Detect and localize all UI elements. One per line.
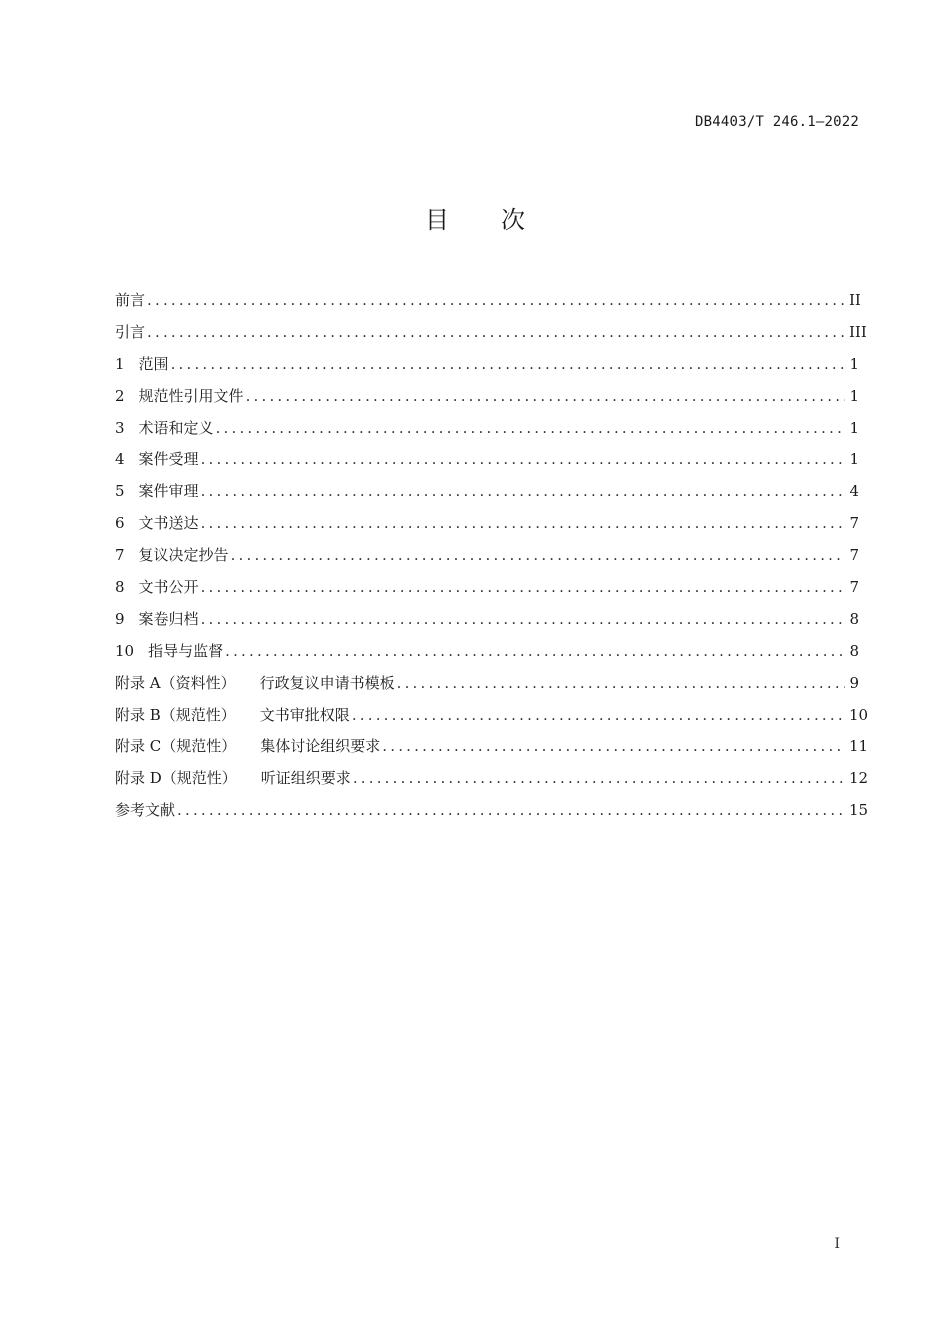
- toc-entry[interactable]: [115, 444, 859, 476]
- toc-entry-page: 9: [849, 673, 859, 692]
- toc-entry-page: 10: [849, 705, 869, 724]
- toc-entry-page: 12: [849, 769, 869, 788]
- toc-entry-number: 3: [115, 418, 125, 437]
- toc-leader-dots: [231, 540, 845, 572]
- toc-entry-title: 引言: [115, 322, 146, 341]
- toc-entry-title: 案卷归档: [138, 609, 199, 628]
- table-of-contents: [115, 285, 869, 827]
- toc-entry-number: 10: [115, 641, 135, 660]
- toc-entry-title: 行政复议申请书模板: [259, 673, 395, 692]
- toc-entry-number: 8: [115, 578, 125, 597]
- toc-leader-dots: [352, 700, 845, 732]
- page-number: I: [834, 1236, 840, 1252]
- toc-entry-page: 7: [849, 578, 859, 597]
- document-code: DB4403/T 246.1—2022: [695, 114, 859, 130]
- toc-entry-page: 11: [849, 737, 869, 756]
- toc-entry-title: 范围: [138, 354, 169, 373]
- toc-leader-dots: [353, 763, 845, 795]
- page-title-char-2: 次: [501, 206, 525, 234]
- toc-leader-dots: [225, 636, 845, 668]
- toc-entry-title: 案件审理: [138, 482, 199, 501]
- toc-entry-page: 4: [849, 482, 859, 501]
- toc-entry-title: 术语和定义: [138, 418, 214, 437]
- toc-entry[interactable]: [115, 413, 859, 445]
- toc-entry[interactable]: [115, 731, 869, 763]
- toc-entry[interactable]: [115, 381, 859, 413]
- toc-entry-number: 4: [115, 450, 125, 469]
- toc-entry-page: 1: [849, 386, 859, 405]
- toc-leader-dots: [201, 604, 845, 636]
- page-title-char-1: 目: [425, 206, 449, 234]
- toc-leader-dots: [177, 795, 845, 827]
- toc-leader-dots: [201, 508, 845, 540]
- toc-entry-page: 8: [849, 641, 859, 660]
- toc-entry[interactable]: [115, 636, 859, 668]
- toc-leader-dots: [246, 381, 845, 413]
- toc-entry-page: 1: [849, 354, 859, 373]
- toc-entry-annex-label: 附录 A（资料性）: [115, 673, 236, 692]
- toc-leader-dots: [216, 413, 845, 445]
- toc-entry-page: 1: [849, 418, 859, 437]
- toc-entry-number: 7: [115, 546, 125, 565]
- toc-entry[interactable]: [115, 540, 859, 572]
- toc-entry-title: 规范性引用文件: [138, 386, 244, 405]
- toc-entry-page: III: [849, 322, 867, 341]
- toc-entry-page: 1: [849, 450, 859, 469]
- toc-entry-title: 复议决定抄告: [138, 546, 229, 565]
- toc-entry-page: 15: [849, 801, 869, 820]
- toc-entry-title: 集体讨论组织要求: [260, 737, 381, 756]
- toc-entry-number: 6: [115, 514, 125, 533]
- toc-entry-annex-label: 附录 B（规范性）: [115, 705, 236, 724]
- toc-leader-dots: [201, 476, 845, 508]
- toc-entry-page: 7: [849, 514, 859, 533]
- toc-leader-dots: [201, 572, 845, 604]
- toc-leader-dots: [382, 731, 845, 763]
- toc-entry-title: 文书公开: [138, 578, 199, 597]
- toc-entry[interactable]: [115, 476, 859, 508]
- toc-entry[interactable]: [115, 668, 859, 700]
- toc-leader-dots: [147, 317, 845, 349]
- toc-entry-number: 9: [115, 609, 125, 628]
- toc-entry-annex-label: 附录 D（规范性）: [115, 769, 237, 788]
- toc-entry-title: 参考文献: [115, 801, 176, 820]
- toc-entry-title: 文书送达: [138, 514, 199, 533]
- toc-entry[interactable]: [115, 317, 867, 349]
- toc-entry[interactable]: [115, 795, 869, 827]
- toc-entry-title: 听证组织要求: [260, 769, 351, 788]
- toc-entry[interactable]: [115, 508, 859, 540]
- toc-leader-dots: [201, 444, 845, 476]
- toc-entry-number: 1: [115, 354, 125, 373]
- toc-entry[interactable]: [115, 763, 869, 795]
- toc-entry-page: 8: [849, 609, 859, 628]
- toc-entry-annex-label: 附录 C（规范性）: [115, 737, 237, 756]
- toc-entry[interactable]: [115, 604, 859, 636]
- toc-entry-page: 7: [849, 546, 859, 565]
- toc-leader-dots: [397, 668, 845, 700]
- toc-entry-title: 文书审批权限: [259, 705, 350, 724]
- page-title: [0, 200, 950, 235]
- toc-entry[interactable]: [115, 349, 859, 381]
- toc-entry-title: 案件受理: [138, 450, 199, 469]
- toc-entry[interactable]: [115, 285, 859, 317]
- toc-leader-dots: [147, 285, 845, 317]
- toc-entry-number: 5: [115, 482, 125, 501]
- toc-entry[interactable]: [115, 700, 869, 732]
- toc-leader-dots: [171, 349, 845, 381]
- toc-entry-page: II: [849, 291, 861, 309]
- toc-entry-title: 指导与监督: [148, 641, 224, 660]
- toc-entry[interactable]: [115, 572, 859, 604]
- toc-entry-number: 2: [115, 386, 125, 405]
- toc-entry-title: 前言: [115, 291, 146, 309]
